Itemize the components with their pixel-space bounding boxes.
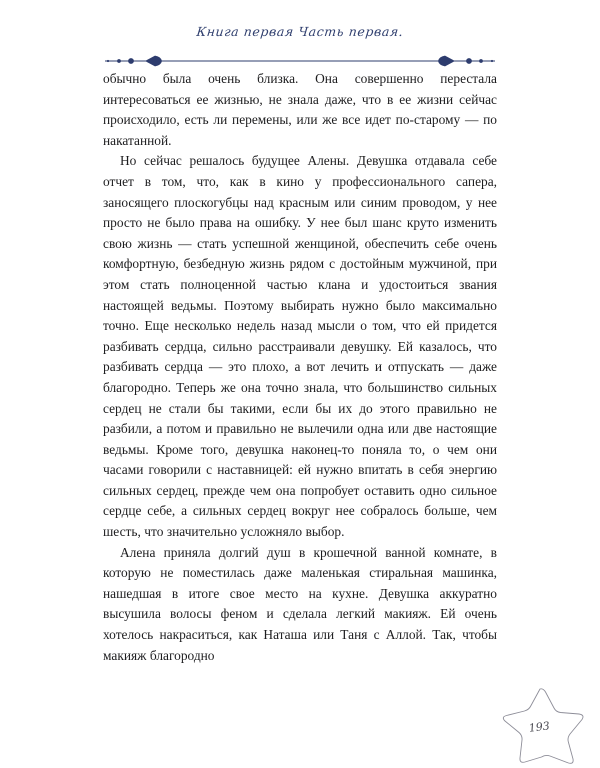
page-number-decoration: [497, 686, 600, 764]
body-text-column: [103, 69, 497, 666]
running-head-title: Книга первая Часть первая.: [195, 24, 405, 39]
paragraph: обычно была очень близка. Она совершенно перестала интересоваться ее жизнью, не знала даже, что в ее жизни сейчас происходило, есть ли перемены, или же все идет по-старому — по накатанной.: [103, 71, 497, 148]
paragraph: Но сейчас решалось будущее Алены. Девушка отдавала себе отчет в том, что, как в кино у профессионального сапера, заносящего плоскогубцы над красным или синим проводом, у нее просто не было права на ошибку. У нее был шанс круто изменить свою жизнь — стать успешной женщиной, обеспечить себе очень комфортную, безбедную жизнь рядом с достойным мужчиной, при этом стать полноценной частью клана и удостоиться звания настоящей ведьмы. Поэтому выбирать нужно было максимально точно. Еще несколько недель назад мысли о том, что ей придется разбивать сердца, сильно расстраивали девушку. Ей казалось, что разбивать сердца — это плохо, а вот лечить и отпускать — даже благородно. Теперь же она точно знала, что большинство сильных сердец не стали бы такими, если бы их до этого правильно не разбили, а потом и правильно не вылечили одна или две настоящие ведьмы. Кроме того, девушка наконец-то поняла то, о чем они часами говорили с наставницей: ей нужно впитать в себя энергию сильных сердец, прежде чем она попробует оставить одно сильное сердце себе, а сильных сердец вокруг нее собралось больше, чем шесть, что значительно усложняло выбор.: [103, 153, 497, 540]
page-number: 193: [528, 718, 551, 735]
running-head: [103, 24, 497, 68]
double-arrow-rule-icon: [103, 54, 497, 68]
paragraph: Алена приняла долгий душ в крошечной ванной комнате, в которую не поместилась даже маленькая стиральная машинка, нашедшая в итоге свое место на кухне. Девушка аккуратно высушила волосы феном и сделала легкий макияж. Ей очень хотелось накраситься, как Наташа или Таня с Аллой. Так, чтобы макияж благородно: [103, 544, 497, 663]
ornamental-rule: [103, 54, 497, 68]
